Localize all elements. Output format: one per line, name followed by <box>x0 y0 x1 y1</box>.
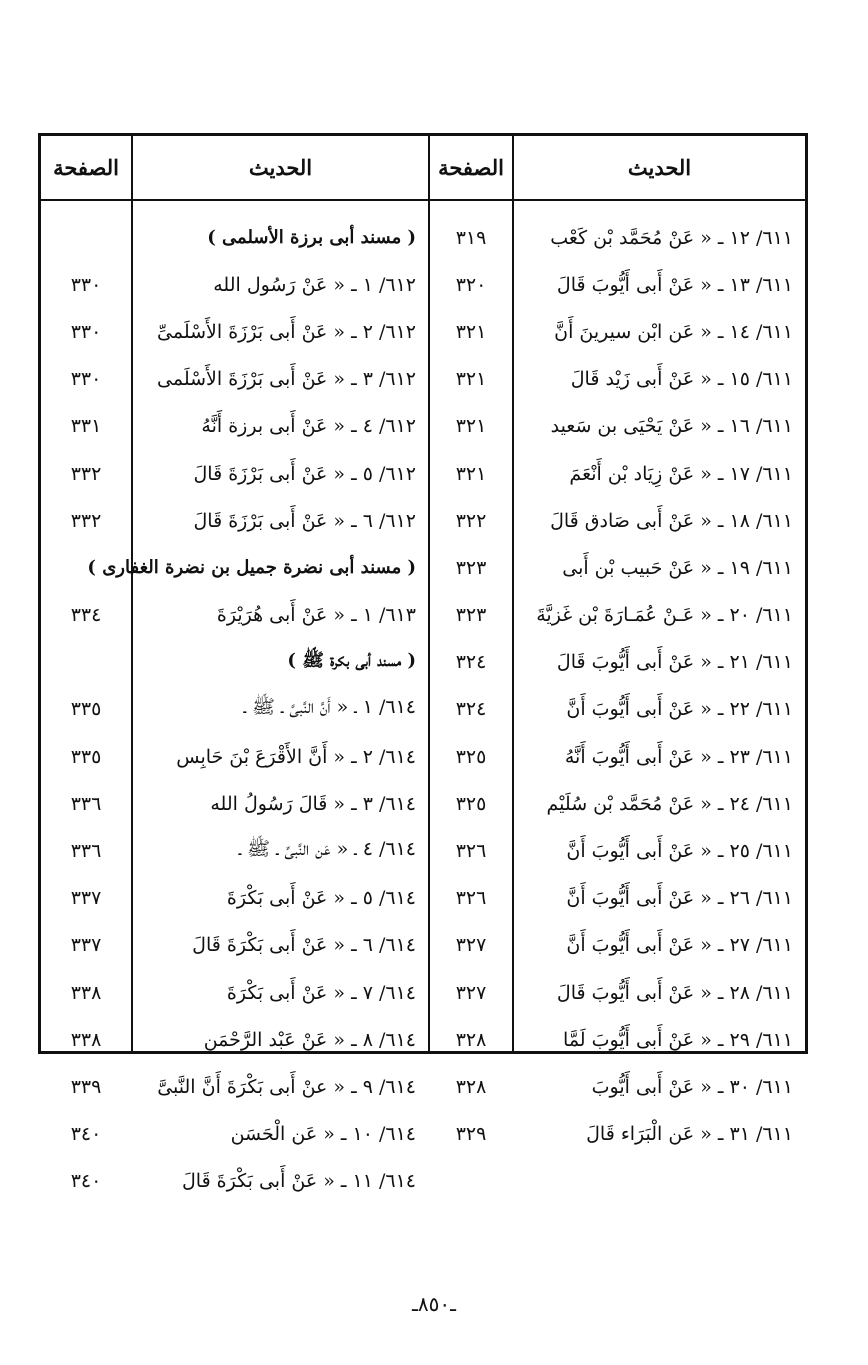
page-ref: ٣٢١ <box>455 368 487 391</box>
header-divider <box>41 199 805 201</box>
hadith-entry: ٦١١/ ٢٣ ـ « عَنْ أَبى أَيُّوبَ أَنَّهُ <box>564 745 793 768</box>
section-heading: ( مسند أبى برزة الأسلمى ) <box>207 227 416 249</box>
page-ref: ٣٢٩ <box>455 1123 487 1146</box>
page-ref: ٣٢١ <box>455 462 487 485</box>
page-ref: ٣٢٥ <box>455 745 487 768</box>
page-ref: ٣٣٧ <box>70 934 102 957</box>
hadith-entry: ٦١١/ ٢٤ ـ « عَنْ مُحَمَّد بْن سُلَيْم <box>546 792 793 815</box>
right-page-column <box>430 214 512 1158</box>
hadith-entry: ٦١٤/ ٢ ـ « أَنَّ الأَقْرَعَ بْنَ حَابِس <box>176 745 416 768</box>
hadith-entry: ٦١٤/ ١ ـ « أَنَّ النَّبىَّ ـ ﷺ ـ <box>243 696 416 719</box>
page-ref: ٣٣٦ <box>70 840 102 863</box>
page-ref: ٣٤٠ <box>70 1170 102 1193</box>
hadith-entry: ٦١١/ ٣٠ ـ « عَنْ أَبى أَيُّوبَ <box>591 1075 793 1098</box>
hadith-entry: ٦١٤/ ٩ ـ « عنْ أَبى بَكْرَةَ أَنَّ النَّبىَّ <box>157 1075 416 1098</box>
page-ref: ٣٢٥ <box>455 792 487 815</box>
hadith-entry: ٦١١/ ١٥ ـ « عَنْ أَبى زَيْد قَالَ <box>570 368 793 391</box>
hadith-entry: ٦١١/ ١٧ ـ « عَنْ زِيَاد بْن أَنْعَمَ <box>569 462 793 485</box>
left-hadith-column <box>87 214 428 1205</box>
hadith-entry: ٦١٢/ ١ ـ « عَنْ رَسُول الله <box>213 273 416 296</box>
left-hadith-header: الحديث <box>248 155 313 180</box>
page-ref: ٣٣٧ <box>70 887 102 910</box>
page-ref: ٣٢٣ <box>455 556 487 579</box>
right-hadith-column <box>514 214 805 1158</box>
section-heading: ( مسند أبى نضرة جميل بن نضرة الغفارى ) <box>87 557 416 579</box>
hadith-entry: ٦١١/ ١٦ ـ « عَنْ يَحْيَى بن سَعيد <box>550 415 793 438</box>
hadith-entry: ٦١٢/ ٢ ـ « عَنْ أَبى بَرْزَةَ الأَسْلَمىِّ <box>157 320 416 343</box>
hadith-entry: ٦١٢/ ٣ ـ « عَنْ أَبى بَرْزَةَ الأَسْلَمى <box>157 368 416 391</box>
hadith-entry: ٦١٤/ ٥ ـ « عَنْ أَبى بَكْرَةَ <box>226 887 416 910</box>
hadith-entry: ٦١١/ ٢٥ ـ « عَنْ أَبى أَيُّوبَ أَنَّ <box>566 840 793 863</box>
page-ref: ٣٣٨ <box>70 1028 102 1051</box>
hadith-entry: ٦١٤/ ١١ ـ « عَنْ أَبى بَكْرَةَ قَالَ <box>181 1170 416 1193</box>
page-ref: ٣٣٥ <box>70 745 102 768</box>
page-ref: ٣٤٠ <box>70 1123 102 1146</box>
hadith-entry: ٦١١/ ١٢ ـ « عَنْ مُحَمَّد بْن كَعْب <box>550 226 793 249</box>
hadith-entry: ٦١١/ ٢٧ ـ « عَنْ أَبى أَيُّوبَ أَنَّ <box>566 934 793 957</box>
page-ref: ٣٣٦ <box>70 792 102 815</box>
page-ref <box>41 544 131 591</box>
left-page-header: الصفحة <box>53 155 119 180</box>
index-table <box>38 133 808 1193</box>
right-page-header: الصفحة <box>438 155 504 180</box>
page-ref: ٣٢١ <box>455 320 487 343</box>
hadith-entry: ٦١١/ ١٨ ـ « عَنْ أَبى صَادق قَالَ <box>550 509 793 532</box>
right-hadith-header: الحديث <box>627 155 692 180</box>
page-ref <box>41 214 131 261</box>
page-ref: ٣٢٠ <box>455 273 487 296</box>
page-ref: ٣٣٠ <box>70 273 102 296</box>
hadith-entry: ٦١١/ ١٤ ـ « عَن ابْن سيرينَ أَنَّ <box>554 320 793 343</box>
hadith-entry: ٦١٢/ ٥ ـ « عَنْ أَبى بَرْزَةَ قَالَ <box>193 462 416 485</box>
hadith-entry: ٦١٤/ ١٠ ـ « عَن الْحَسَن <box>230 1123 416 1146</box>
hadith-entry: ٦١١/ ٢٦ ـ « عَنْ أَبى أَيُّوبَ أَنَّ <box>566 887 793 910</box>
page-ref: ٣٣٨ <box>70 981 102 1004</box>
page-ref: ٣٢٧ <box>455 981 487 1004</box>
page-ref: ٣٣١ <box>70 415 102 438</box>
page-ref <box>41 639 131 686</box>
page-ref: ٣٣٢ <box>70 509 102 532</box>
hadith-entry: ٦١١/ ١٩ ـ « عَنْ حَبيب بْن أَبى <box>562 556 793 579</box>
hadith-entry: ٦١١/ ٢٢ ـ « عَنْ أَبى أَيُّوبَ أَنَّ <box>566 698 793 721</box>
page-ref: ٣٢٤ <box>455 698 487 721</box>
hadith-entry: ٦١١/ ٣١ ـ « عَن الْبَرَاء قَالَ <box>586 1123 793 1146</box>
page-ref: ٣٢٣ <box>455 604 487 627</box>
page-ref: ٣٣٠ <box>70 368 102 391</box>
page-ref: ٣٢٨ <box>455 1075 487 1098</box>
page-ref: ٣٢٦ <box>455 840 487 863</box>
left-page-column <box>41 214 131 1205</box>
page-ref: ٣٣٩ <box>70 1075 102 1098</box>
hadith-entry: ٦١٢/ ٤ ـ « عَنْ أَبى برزة أَنَّهُ <box>201 415 416 438</box>
page-ref: ٣٣٢ <box>70 462 102 485</box>
hadith-entry: ٦١٤/ ٤ ـ « عَن النَّبىِّ ـ ﷺ ـ <box>238 838 416 861</box>
page-ref: ٣٢١ <box>455 415 487 438</box>
page-number: ـ٨٥٠ـ <box>412 1292 456 1316</box>
page-ref: ٣٣٤ <box>70 604 102 627</box>
hadith-entry: ٦١١/ ٢٠ ـ « عَـنْ عُمَـارَةَ بْن غَزيَّةَ <box>536 604 793 627</box>
hadith-entry: ٦١٤/ ٦ ـ « عَنْ أَبى بَكْرَةَ قَالَ <box>192 934 416 957</box>
page-ref: ٣٢٨ <box>455 1028 487 1051</box>
page-ref: ٣٢٦ <box>455 887 487 910</box>
page-ref: ٣٢٧ <box>455 934 487 957</box>
hadith-entry: ٦١١/ ٢٨ ـ « عَنْ أَبى أَيُّوبَ قَالَ <box>556 981 793 1004</box>
hadith-entry: ٦١٤/ ٣ ـ « قَالَ رَسُولُ الله <box>210 792 416 815</box>
hadith-entry: ٦١٤/ ٨ ـ « عَنْ عَبْد الرَّحْمَن <box>203 1028 416 1051</box>
page-ref: ٣٣٥ <box>70 698 102 721</box>
hadith-entry: ٦١٢/ ٦ ـ « عَنْ أَبى بَرْزَةَ قَالَ <box>193 509 416 532</box>
hadith-entry: ٦١١/ ٢٩ ـ « عَنْ أَبى أَيُّوبَ لَمَّا <box>563 1028 793 1051</box>
hadith-entry: ٦١٤/ ٧ ـ « عَنْ أَبى بَكْرَةَ <box>226 981 416 1004</box>
page-ref: ٣٢٢ <box>455 509 487 532</box>
section-heading: ( مسند أبى بكرة ﷺ ) <box>287 650 416 672</box>
page-ref: ٣١٩ <box>455 226 487 249</box>
hadith-entry: ٦١٣/ ١ ـ « عَنْ أَبى هُرَيْرَةَ <box>216 604 416 627</box>
hadith-entry: ٦١١/ ٢١ ـ « عَنْ أَبى أَيُّوبَ قَالَ <box>556 651 793 674</box>
page-ref: ٣٢٤ <box>455 651 487 674</box>
page-ref: ٣٣٠ <box>70 320 102 343</box>
hadith-entry: ٦١١/ ١٣ ـ « عَنْ أَبى أَيُّوبَ قَالَ <box>556 273 793 296</box>
